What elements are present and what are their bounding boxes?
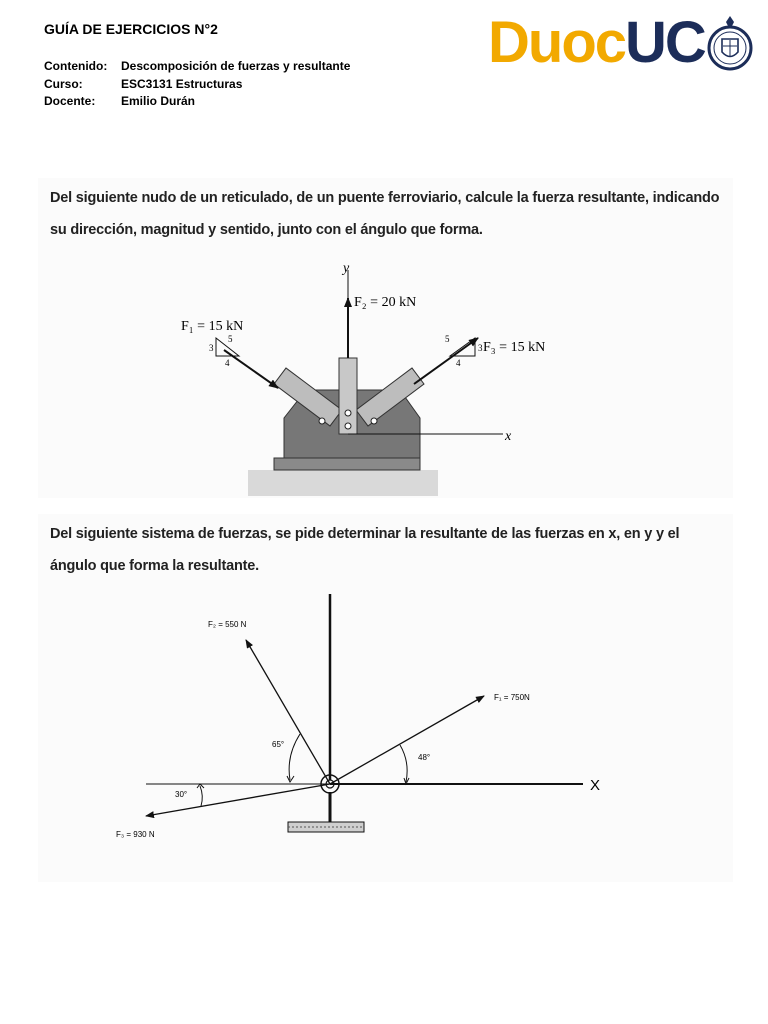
curso-value: ESC3131 Estructuras: [121, 77, 243, 91]
p2-angle-f2: 65°: [272, 740, 285, 749]
problem-2-statement: Del siguiente sistema de fuerzas, se pide determinar la resultante de las fuerzas en x, en y y el ángulo que forma la resultante.: [50, 526, 680, 574]
contenido-label: Contenido:: [44, 59, 108, 73]
duoc-uc-logo: [488, 10, 758, 80]
curso-label: Curso:: [44, 77, 83, 91]
p2-axis-x: X: [590, 777, 601, 794]
p1-slope-left-rise: 3: [209, 343, 214, 353]
p1-slope-right-hyp: 5: [445, 334, 450, 344]
docente-label: Docente:: [44, 94, 96, 108]
problem-1-statement: Del siguiente nudo de un reticulado, de un puente ferroviario, calcule la fuerza resultante, indicando su dirección, magnitud y sentido, junto con el ángulo que forma.: [50, 190, 720, 238]
university-seal-icon: [706, 14, 754, 76]
logo-duoc: Duoc: [488, 10, 625, 75]
logo-uc: UC: [625, 10, 705, 75]
meta-contenido: [44, 59, 350, 73]
p2-angle-f1: 48°: [418, 753, 431, 762]
p1-label-f3: F₃ = 15 kN: [483, 340, 546, 355]
truss-joint-diagram: [38, 258, 733, 498]
p1-slope-left-run: 4: [225, 358, 230, 368]
p1-axis-y: y: [343, 261, 350, 276]
p1-axis-x: x: [505, 429, 512, 444]
meta-curso: [44, 77, 242, 91]
force-system-diagram: [38, 590, 733, 880]
p2-label-f1: F₁ = 750N: [494, 693, 530, 702]
page-title: GUÍA DE EJERCICIOS N°2: [44, 21, 218, 37]
meta-docente: [44, 94, 195, 108]
p1-slope-right-rise: 3: [478, 343, 483, 353]
p2-angle-f3: 30°: [175, 790, 188, 799]
p2-label-f2: F₂ = 550 N: [208, 620, 247, 629]
problem-1: [38, 178, 733, 498]
p1-label-f1: F₁ = 15 kN: [181, 319, 244, 334]
problem-2: [38, 514, 733, 882]
docente-value: Emilio Durán: [121, 94, 196, 108]
p1-label-f2: F₂ = 20 kN: [354, 295, 417, 310]
contenido-value: Descomposición de fuerzas y resultante: [121, 59, 351, 73]
p1-slope-left-hyp: 5: [228, 334, 233, 344]
p2-label-f3: F₃ = 930 N: [116, 830, 155, 839]
p1-slope-right-run: 4: [456, 358, 461, 368]
